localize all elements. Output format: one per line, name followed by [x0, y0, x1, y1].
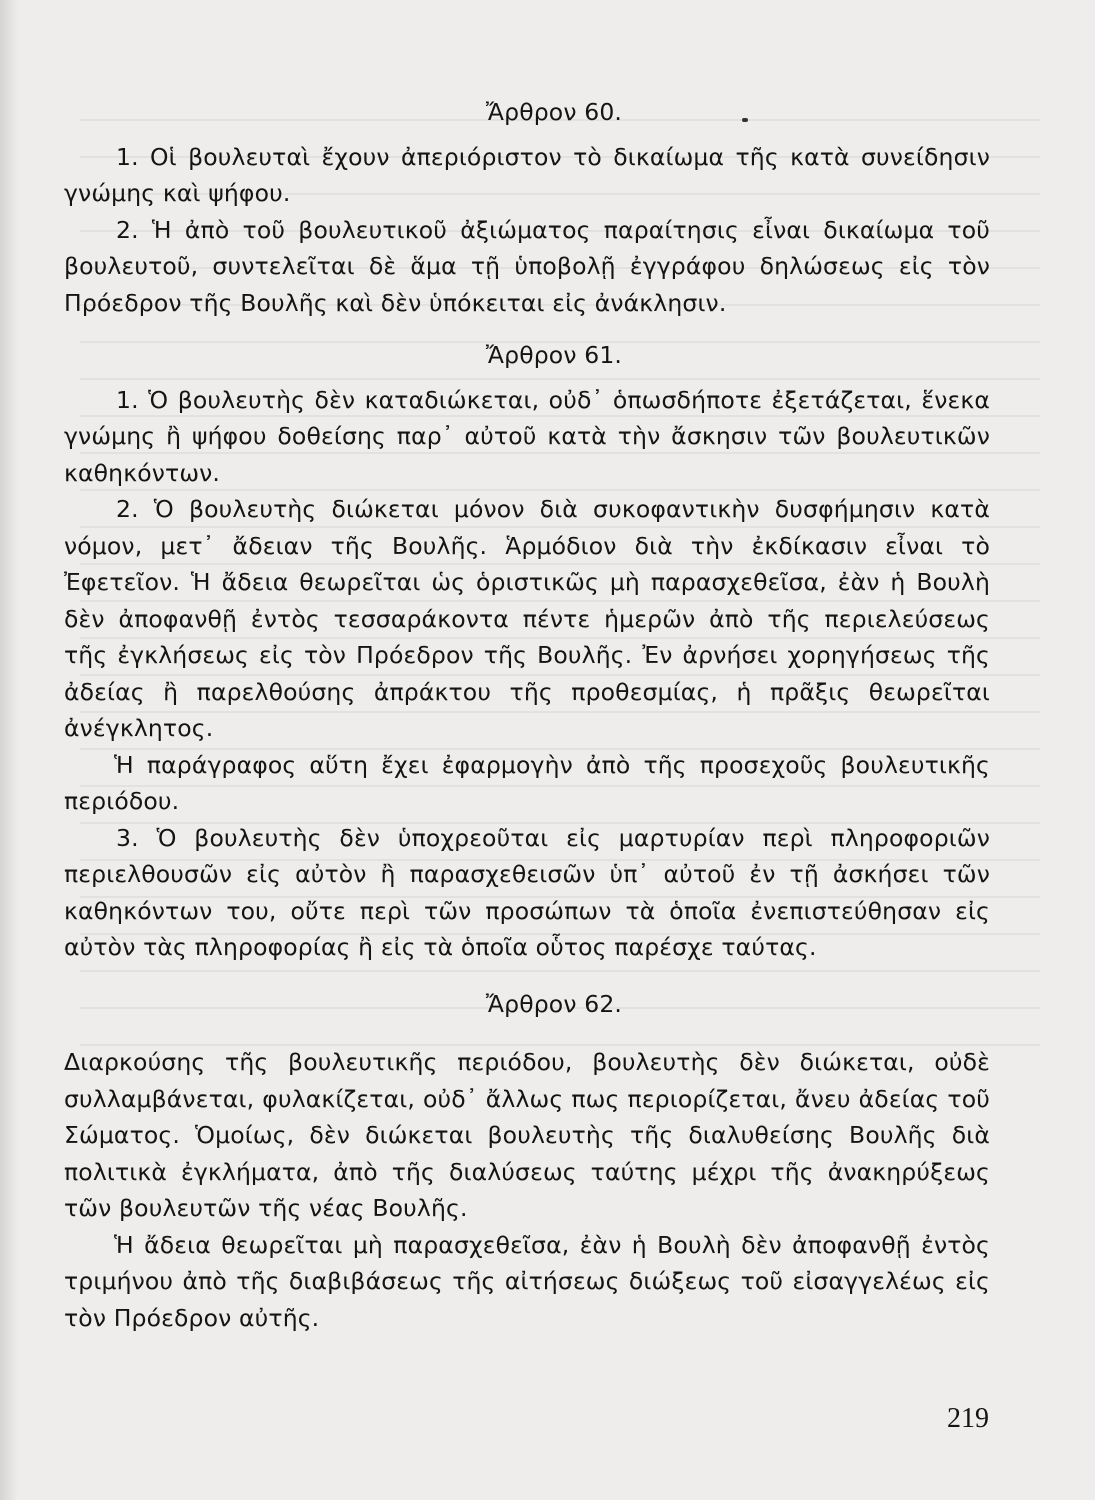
- binding-gutter: [0, 0, 18, 1500]
- article-61-paragraph-4: 3. Ὁ βουλευτὴς δὲν ὑποχρεοῦται εἰς μαρτυρίαν περὶ πληροφοριῶν περιελθουσῶν εἰς αὐτὸν ἢ παρασχεθεισῶν ὑπ᾽ αὐτοῦ ἐν τῇ ἀσκήσει τῶν καθηκόντων του, οὔτε περὶ τῶν προσώπων τὰ ὁποῖα ἐνεπιστεύθησαν εἰς αὐτὸν τὰς πληροφορίας ἢ εἰς τὰ ὁποῖα οὗτος παρέσχε ταύτας.: [64, 823, 990, 961]
- body-text: [64, 94, 990, 1336]
- article-60-heading: Ἄρθρον 60.: [485, 98, 623, 126]
- article-61-heading: Ἄρθρον 61.: [485, 341, 623, 369]
- article-62-paragraph-1: Διαρκούσης τῆς βουλευτικῆς περιόδου, βουλευτὴς δὲν διώκεται, οὐδὲ συλλαμβάνεται, φυλακίζεται, οὐδ᾽ ἄλλως πως περιορίζεται, ἄνευ ἀδείας τοῦ Σώματος. Ὁμοίως, δὲν διώκεται βουλευτὴς τῆς διαλυθείσης Βουλῆς διὰ πολιτικὰ ἐγκλήματα, ἀπὸ τῆς διαλύσεως ταύτης μέχρι τῆς ἀνακηρύξεως τῶν βουλευτῶν τῆς νέας Βουλῆς.: [64, 1048, 990, 1222]
- article-61-paragraph-3: Ἡ παράγραφος αὕτη ἔχει ἐφαρμογὴν ἀπὸ τῆς προσεχοῦς βουλευτικῆς περιόδου.: [64, 750, 990, 815]
- article-61-paragraph-2: 2. Ὁ βουλευτὴς διώκεται μόνον διὰ συκοφαντικὴν δυσφήμησιν κατὰ νόμον, μετ᾽ ἄδειαν τῆς Βουλῆς. Ἁρμόδιον διὰ τὴν ἐκδίκασιν εἶναι τὸ Ἐφετεῖον. Ἡ ἄδεια θεωρεῖται ὡς ὁριστικῶς μὴ παρασχεθεῖσα, ἐὰν ἡ Βουλὴ δὲν ἀποφανθῇ ἐντὸς τεσσαράκοντα πέντε ἡμερῶν ἀπὸ τῆς περιελεύσεως τῆς ἐγκλήσεως εἰς τὸν Πρόεδρον τῆς Βουλῆς. Ἐν ἀρνήσει χορηγήσεως τῆς ἀδείας ἢ παρελθούσης ἀπράκτου τῆς προθεσμίας, ἡ πρᾶξις θεωρεῖται ἀνέγκλητος.: [64, 495, 990, 742]
- article-61-paragraph-1: 1. Ὁ βουλευτὴς δὲν καταδιώκεται, οὐδ᾽ ὁπωσδήποτε ἐξετάζεται, ἕνεκα γνώμης ἢ ψήφου δοθείσης παρ᾽ αὐτοῦ κατὰ τὴν ἄσκησιν τῶν βουλευτικῶν καθηκόντων.: [64, 385, 990, 487]
- article-60-paragraph-1: 1. Οἱ βουλευταὶ ἔχουν ἀπεριόριστον τὸ δικαίωμα τῆς κατὰ συνείδησιν γνώμης καὶ ψήφου.: [64, 142, 990, 207]
- article-60-paragraph-2: 2. Ἡ ἀπὸ τοῦ βουλευτικοῦ ἀξιώματος παραίτησις εἶναι δικαίωμα τοῦ βουλευτοῦ, συντελεῖται δὲ ἅμα τῇ ὑποβολῇ ἐγγράφου δηλώσεως εἰς τὸν Πρόεδρον τῆς Βουλῆς καὶ δὲν ὑπόκειται εἰς ἀνάκλησιν.: [64, 215, 990, 317]
- page-number: 219: [947, 1403, 989, 1434]
- article-62-paragraph-2: Ἡ ἄδεια θεωρεῖται μὴ παρασχεθεῖσα, ἐὰν ἡ Βουλὴ δὲν ἀποφανθῇ ἐντὸς τριμήνου ἀπὸ τῆς διαβιβάσεως τῆς αἰτήσεως διώξεως τοῦ εἰσαγγελέως εἰς τὸν Πρόεδρον αὐτῆς.: [64, 1230, 990, 1332]
- article-62-heading: Ἄρθρον 62.: [485, 989, 623, 1018]
